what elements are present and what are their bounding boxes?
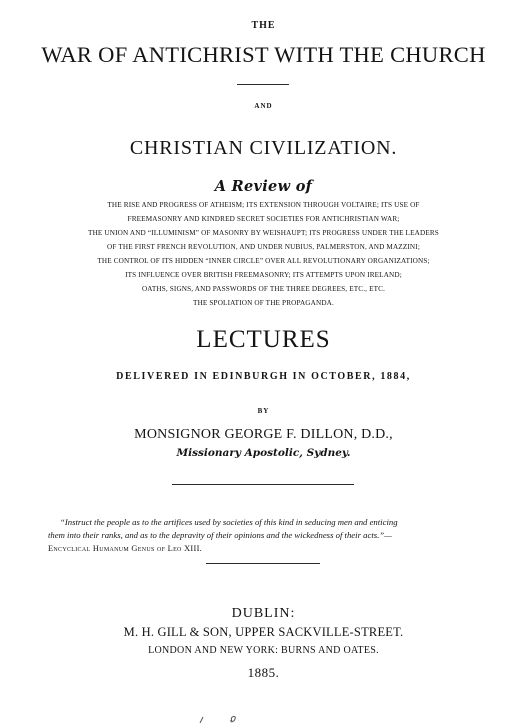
review-line: OF THE FIRST FRENCH REVOLUTION, AND UNDER NUBIUS, PALMERSTON, AND MAZZINI; <box>107 243 420 251</box>
title-and: AND <box>254 102 273 110</box>
page-smudge-marks <box>190 704 250 724</box>
author-name: MONSIGNOR GEORGE F. DILLON, D.D., <box>134 427 393 442</box>
review-heading: A Review of <box>214 178 313 195</box>
subtitle: CHRISTIAN CIVILIZATION. <box>129 137 398 159</box>
author-title: Missionary Apostolic, Sydney. <box>176 447 351 459</box>
title-the: THE <box>251 20 276 31</box>
imprint-year: 1885. <box>247 665 280 680</box>
epigraph-line: “Instruct the people as to the artifices used by societies of this kind in seducing men and enticing <box>60 517 398 527</box>
review-line: THE RISE AND PROGRESS OF ATHEISM; ITS EXTENSION THROUGH VOLTAIRE; ITS USE OF <box>107 201 420 209</box>
imprint-publisher: M. H. GILL & SON, UPPER SACKVILLE-STREET. <box>123 625 404 639</box>
epigraph-top-rule <box>172 484 354 485</box>
review-line: ITS INFLUENCE OVER BRITISH FREEMASONRY; ITS ATTEMPTS UPON IRELAND; <box>125 271 402 279</box>
imprint-co-publishers: LONDON AND NEW YORK: BURNS AND OATES. <box>148 645 379 656</box>
review-line: FREEMASONRY AND KINDRED SECRET SOCIETIES FOR ANTICHRISTIAN WAR; <box>127 215 400 223</box>
epigraph-line: them into their ranks, and as to the depravity of their opinions and the wickedness of their acts.”— <box>48 530 392 540</box>
by-line: BY <box>257 407 270 415</box>
lectures-heading: LECTURES <box>196 326 331 353</box>
review-line: OATHS, SIGNS, AND PASSWORDS OF THE THREE DEGREES, ETC., ETC. <box>141 285 386 293</box>
review-line: THE CONTROL OF ITS HIDDEN “INNER CIRCLE” OVER ALL REVOLUTIONARY ORGANIZATIONS; <box>97 257 430 265</box>
review-line: THE UNION AND “ILLUMINISM” OF MASONRY BY WEISHAUPT; ITS PROGRESS UNDER THE LEADERS <box>88 229 439 237</box>
title-divider <box>237 84 289 85</box>
epigraph-bottom-rule <box>206 563 320 564</box>
review-line: THE SPOLIATION OF THE PROPAGANDA. <box>193 299 334 307</box>
imprint-city: DUBLIN: <box>231 606 296 621</box>
delivered-line: DELIVERED IN EDINBURGH IN OCTOBER, 1884, <box>116 371 411 382</box>
epigraph-source: Encyclical Humanum Genus of Leo XIII. <box>48 544 203 553</box>
main-title: WAR OF ANTICHRIST WITH THE CHURCH <box>41 42 486 67</box>
